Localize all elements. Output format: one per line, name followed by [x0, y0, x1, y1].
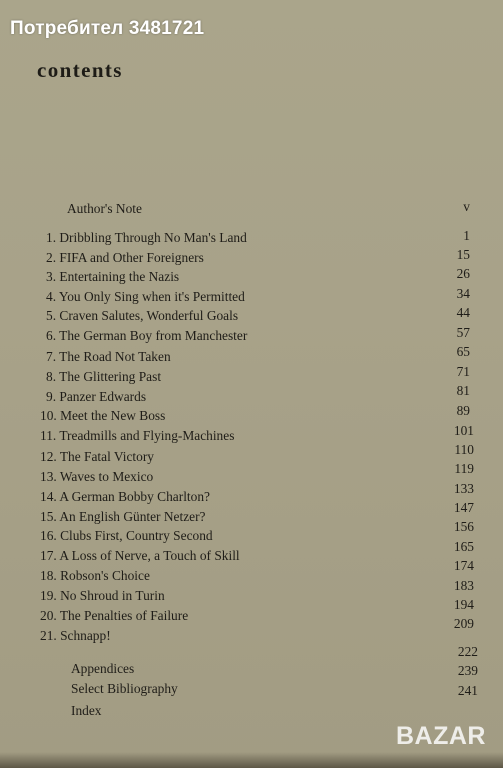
- chapter-title: 6. The German Boy from Manchester: [46, 328, 248, 343]
- chapter-title: 8. The Glittering Past: [46, 369, 162, 384]
- chapter-page: 156: [453, 519, 474, 534]
- chapter-page: 101: [453, 423, 474, 438]
- chapter-page: 110: [454, 442, 474, 457]
- chapter-title: 10. Meet the New Boss: [40, 408, 166, 423]
- preface-page: v: [463, 199, 470, 214]
- chapter-title: 13. Waves to Mexico: [40, 469, 154, 484]
- preface-title: Author's Note: [67, 201, 142, 216]
- username-watermark: Потребител 3481721: [10, 18, 205, 39]
- chapter-page: 1: [463, 228, 470, 243]
- back-matter-page: 222: [457, 644, 478, 659]
- chapter-title: 14. A German Bobby Charlton?: [40, 489, 210, 504]
- chapter-title: 20. The Penalties of Failure: [40, 608, 189, 623]
- chapter-title: 2. FIFA and Other Foreigners: [46, 250, 204, 265]
- page-bottom-shadow: [0, 752, 503, 768]
- back-matter-page: 239: [457, 663, 478, 678]
- chapter-title: 4. You Only Sing when it's Permitted: [46, 289, 245, 304]
- chapter-title: 17. A Loss of Nerve, a Touch of Skill: [40, 548, 240, 563]
- chapter-title: 21. Schnapp!: [40, 628, 111, 643]
- chapter-title: 5. Craven Salutes, Wonderful Goals: [46, 308, 239, 323]
- chapter-page: 26: [456, 266, 470, 281]
- chapter-title: 19. No Shroud in Turin: [40, 588, 165, 603]
- chapter-page: 194: [453, 597, 474, 612]
- chapter-page: 133: [453, 481, 474, 496]
- chapter-title: 7. The Road Not Taken: [46, 349, 171, 364]
- chapter-title: 12. The Fatal Victory: [40, 449, 154, 464]
- chapter-page: 57: [456, 325, 470, 340]
- chapter-title: 1. Dribbling Through No Man's Land: [46, 230, 247, 245]
- chapter-page: 89: [456, 403, 470, 418]
- chapter-page: 44: [456, 305, 470, 320]
- chapter-title: 18. Robson's Choice: [40, 568, 150, 583]
- page-title: contents: [37, 58, 123, 82]
- chapter-title: 3. Entertaining the Nazis: [46, 269, 180, 284]
- bazar-logo: BAZAR: [396, 722, 486, 750]
- chapter-page: 71: [456, 364, 470, 379]
- chapter-title: 11. Treadmills and Flying-Machines: [40, 428, 235, 443]
- chapter-page: 174: [453, 558, 474, 573]
- chapter-page: 81: [456, 383, 470, 398]
- back-matter-page: 241: [457, 683, 478, 698]
- chapter-page: 15: [456, 247, 470, 262]
- chapter-title: 15. An English Günter Netzer?: [40, 509, 206, 524]
- chapter-page: 147: [453, 500, 474, 515]
- chapter-title: 16. Clubs First, Country Second: [40, 528, 213, 543]
- chapter-page: 65: [456, 344, 470, 359]
- chapter-page: 165: [453, 539, 474, 554]
- chapter-page: 209: [453, 616, 474, 631]
- chapter-title: 9. Panzer Edwards: [46, 389, 147, 404]
- back-matter-title: Select Bibliography: [71, 681, 178, 696]
- chapter-page: 183: [453, 578, 474, 593]
- back-matter-title: Appendices: [71, 661, 135, 676]
- chapter-page: 34: [456, 286, 470, 301]
- back-matter-title: Index: [71, 703, 102, 718]
- chapter-page: 119: [454, 461, 474, 476]
